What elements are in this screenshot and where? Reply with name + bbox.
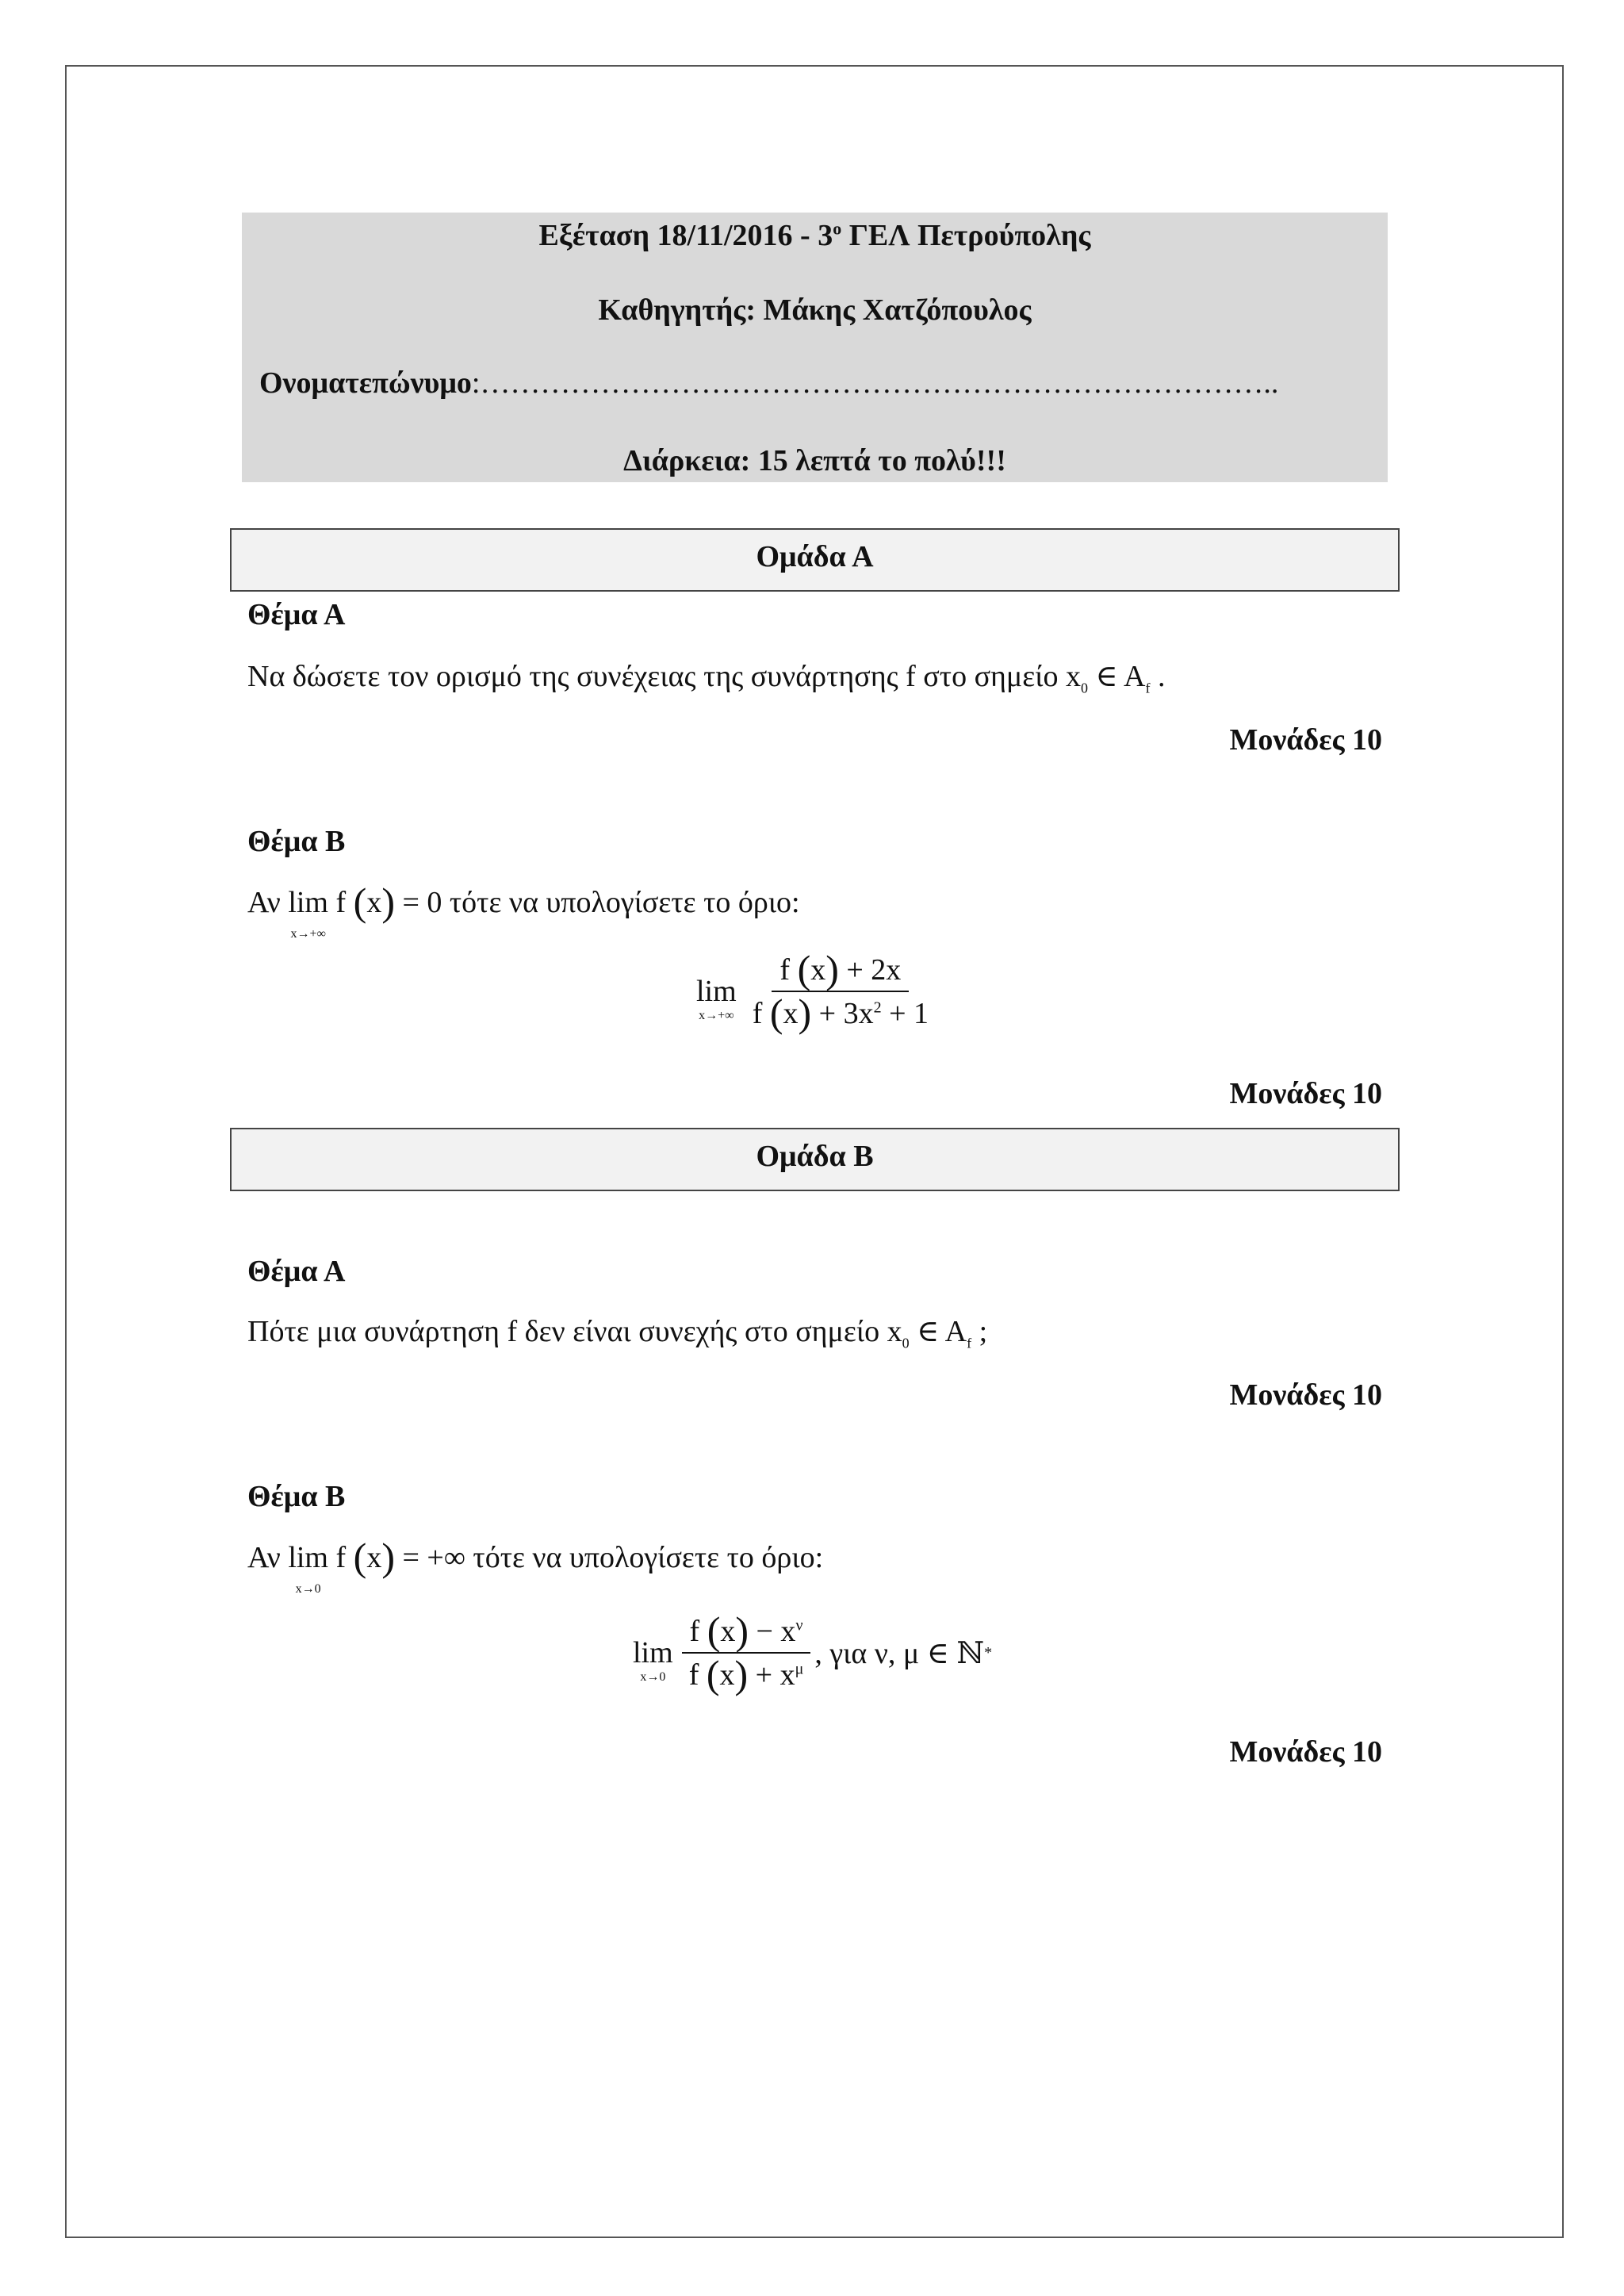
group-a-topic-b-points: Μονάδες 10	[1229, 1077, 1382, 1110]
group-b-topic-a-points: Μονάδες 10	[1229, 1378, 1382, 1412]
group-a-topic-b-title: Θέμα Β	[247, 825, 346, 858]
group-a-limit-formula: lim x→+∞ $\frac{f (x) + 2x}{f (x) + 3x^2 + 1}$	[696, 947, 929, 1035]
group-b-topic-b-text: Αν lim x→0 f (x) = +∞ τότε να υπολογίσετε το όριο:	[247, 1535, 824, 1596]
group-a-topic-a-title: Θέμα Α	[247, 598, 346, 631]
group-b-title: Ομάδα Β	[230, 1128, 1400, 1191]
group-b-limit-formula: lim x→0 $\frac{f (x) - x^\nu}{f (x) + x^\mu}$ , για ν, μ ∈ ℕ *	[633, 1608, 993, 1696]
student-name-field: Ονοματεπώνυμο:……………………………………………………………………..	[259, 366, 1279, 400]
exam-header	[242, 213, 1388, 482]
group-b-topic-b-title: Θέμα Β	[247, 1480, 346, 1513]
exam-duration: Διάρκεια: 15 λεπτά το πολύ!!!	[623, 444, 1006, 477]
group-b-topic-b-points: Μονάδες 10	[1229, 1735, 1382, 1769]
group-a-topic-a-points: Μονάδες 10	[1229, 723, 1382, 757]
group-b-topic-a-title: Θέμα Α	[247, 1255, 346, 1288]
group-a-topic-b-text: Αν lim x→+∞ f (x) = 0 τότε να υπολογίσετε το όριο:	[247, 880, 800, 941]
exam-title: Εξέταση $18/11/2016 - 3^o$ ΓΕΛ Πετρούπολης	[538, 218, 1091, 252]
teacher-name: Καθηγητής: Μάκης Χατζόπουλος	[598, 293, 1032, 327]
group-a-title: Ομάδα Α	[230, 528, 1400, 592]
group-b-topic-a-text: Πότε μια συνάρτηση f δεν είναι συνεχής στο σημείο $x_0$ ∈ $A_f$ ;	[247, 1315, 988, 1351]
group-a-topic-a-text: Να δώσετε τον ορισμό της συνέχειας της συνάρτησης f στο σημείο $x_0$ ∈ $A_f$ .	[247, 660, 1166, 696]
